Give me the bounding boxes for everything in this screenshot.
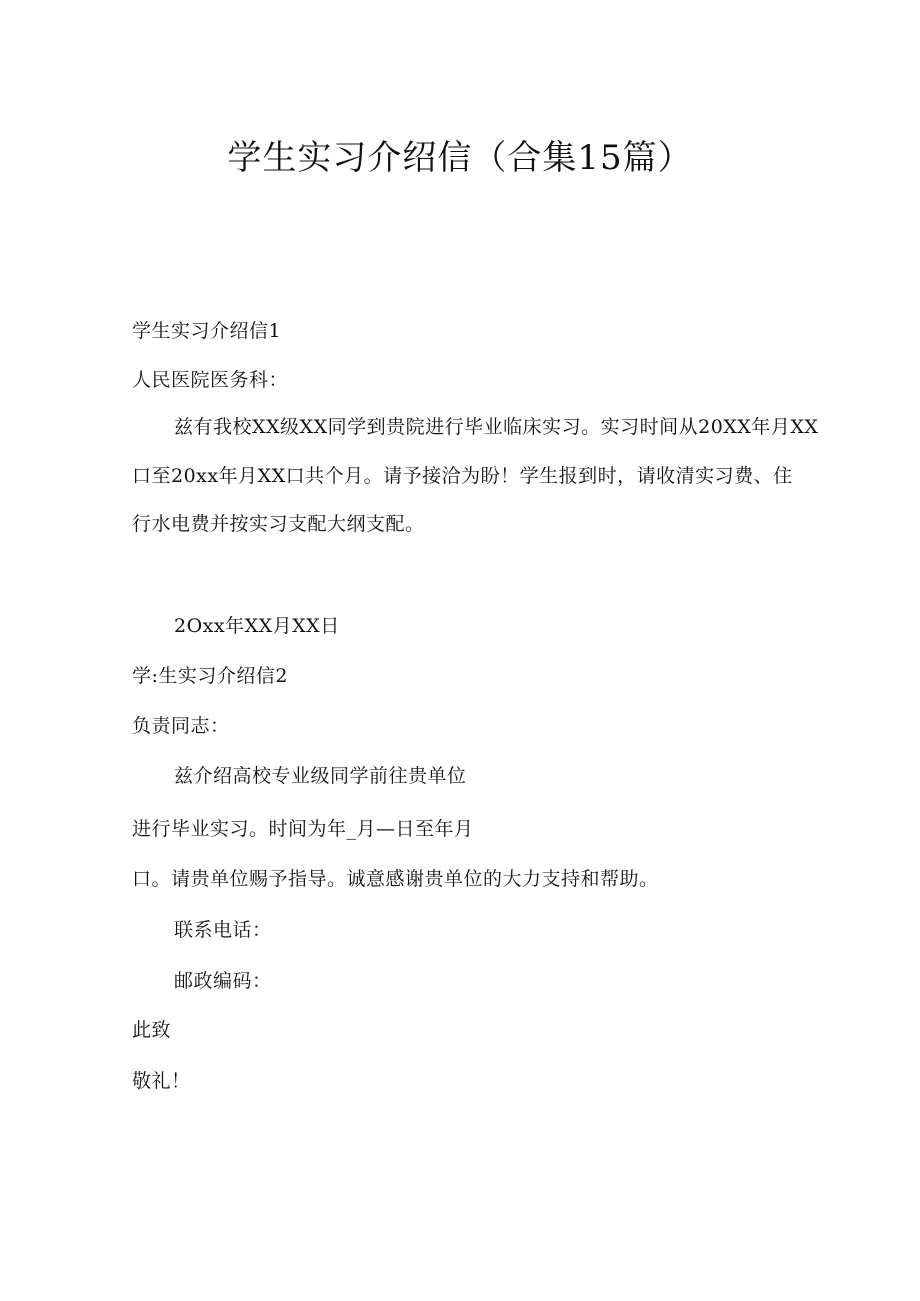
closing-line2: 敬礼！ xyxy=(132,1070,191,1092)
letter2-heading: 学:生实习介绍信2 xyxy=(132,665,288,687)
contact-phone-label: 联系电话： xyxy=(174,919,272,941)
closing-line1: 此致 xyxy=(132,1019,172,1041)
letter1-body-line3: 行水电费并按实习支配大纲支配。 xyxy=(132,513,425,535)
letter2-body-line1: 兹介绍高校专业级同学前往贵单位 xyxy=(174,765,467,787)
letter1-salutation: 人民医院医务科： xyxy=(132,369,289,391)
letter1-date: 2Oxx年XX月XX日 xyxy=(174,615,340,637)
letter1-heading: 学生实习介绍信1 xyxy=(132,320,282,342)
letter2-body-line2: 进行毕业实习。时间为年_月—日至年月 xyxy=(132,818,474,840)
document-title: 学生实习介绍信（合集15篇） xyxy=(227,138,693,178)
letter2-salutation: 负责同志： xyxy=(132,715,230,737)
letter2-body-line3: 口。请贵单位赐予指导。诚意感谢贵单位的大力支持和帮助。 xyxy=(132,868,659,890)
postal-code-label: 邮政编码： xyxy=(174,970,272,992)
letter1-body-line1: 兹有我校XX级XX同学到贵院进行毕业临床实习。实习时间从20XX年月XX xyxy=(174,416,819,438)
letter1-body-line2: 口至20xx年月XX口共个月。请予接洽为盼！学生报到时，请收清实习费、住 xyxy=(132,465,793,487)
